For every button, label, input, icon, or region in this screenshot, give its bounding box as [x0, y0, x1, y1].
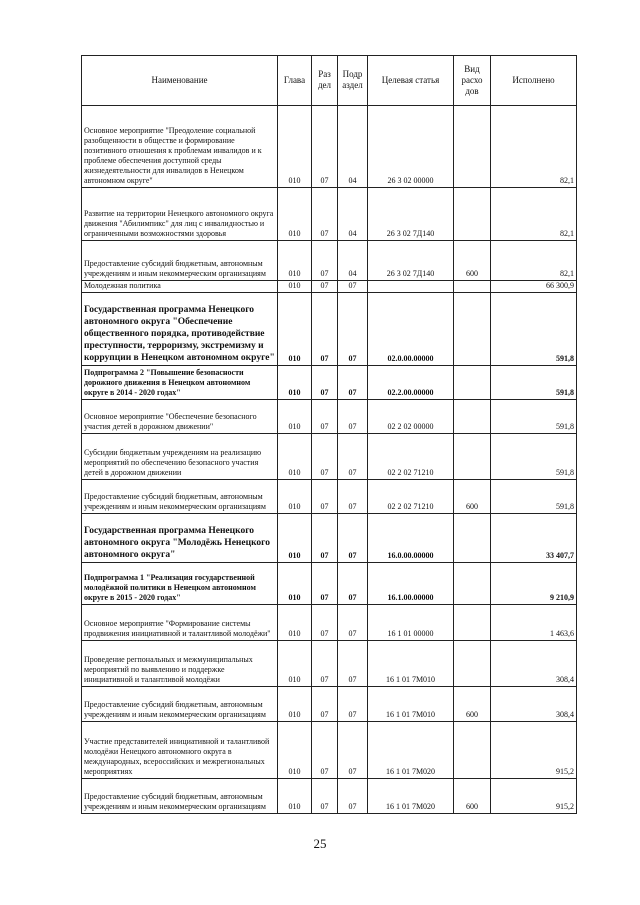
- cell-glava: 010: [278, 779, 312, 814]
- cell-name: Основное мероприятие "Обеспечение безопасного участия детей в дорожном движении": [82, 400, 278, 434]
- cell-vid: [454, 434, 491, 480]
- cell-amount: 591,8: [491, 366, 577, 400]
- cell-name: Молодежная политика: [82, 281, 278, 293]
- cell-glava: 010: [278, 188, 312, 241]
- header-vid: Вид расхо дов: [454, 56, 491, 106]
- table-row: [82, 293, 577, 366]
- cell-statya: 16.1.00.00000: [368, 563, 454, 605]
- table-row: [82, 514, 577, 563]
- cell-glava: 010: [278, 722, 312, 779]
- cell-podrazdel: 04: [338, 241, 368, 281]
- cell-podrazdel: 04: [338, 106, 368, 188]
- table-row: [82, 106, 577, 188]
- cell-vid: 600: [454, 241, 491, 281]
- cell-statya: 16 1 01 7М020: [368, 779, 454, 814]
- cell-razdel: 07: [312, 293, 338, 366]
- cell-vid: 600: [454, 779, 491, 814]
- cell-amount: 82,1: [491, 106, 577, 188]
- cell-podrazdel: 07: [338, 563, 368, 605]
- table-row: [82, 563, 577, 605]
- cell-podrazdel: 07: [338, 480, 368, 514]
- cell-name: Основное мероприятие "Преодоление социальной разобщенности в обществе и формирование позитивного отношения к проблемам инвалидов и к проблеме обеспечения доступной среды жизнедеятельности для инвалидов в Ненецком автономном округе": [82, 106, 278, 188]
- table-header-row: [82, 56, 577, 106]
- cell-vid: 600: [454, 480, 491, 514]
- table-row: [82, 722, 577, 779]
- header-amount: Исполнено: [491, 56, 577, 106]
- cell-amount: 308,4: [491, 687, 577, 722]
- cell-statya: 02 2 02 71210: [368, 480, 454, 514]
- cell-podrazdel: 07: [338, 434, 368, 480]
- cell-glava: 010: [278, 241, 312, 281]
- cell-vid: [454, 514, 491, 563]
- cell-razdel: 07: [312, 605, 338, 641]
- cell-vid: [454, 722, 491, 779]
- cell-glava: 010: [278, 605, 312, 641]
- table-row: [82, 605, 577, 641]
- cell-name: Подпрограмма 2 "Повышение безопасности дорожного движения в Ненецком автономном округе в 2014 - 2020 годах": [82, 366, 278, 400]
- cell-amount: 591,8: [491, 400, 577, 434]
- cell-name: Подпрограмма 1 "Реализация государственной молодёжной политики в Ненецком автономном округе в 2015 - 2020 годах": [82, 563, 278, 605]
- cell-name: Государственная программа Ненецкого автономного округа "Обеспечение общественного порядка, противодействие преступности, терроризму, экстремизму и коррупции в Ненецком автономном округе": [82, 293, 278, 366]
- header-glava: Глава: [278, 56, 312, 106]
- cell-name: Развитие на территории Ненецкого автономного округа движения "Абилимпикс" для лиц с инвалидностью и ограниченными возможностями здоровья: [82, 188, 278, 241]
- cell-amount: 82,1: [491, 188, 577, 241]
- cell-vid: [454, 605, 491, 641]
- table-row: [82, 241, 577, 281]
- cell-statya: 02.0.00.00000: [368, 293, 454, 366]
- cell-amount: 308,4: [491, 641, 577, 687]
- cell-podrazdel: 07: [338, 605, 368, 641]
- cell-glava: 010: [278, 366, 312, 400]
- cell-vid: [454, 563, 491, 605]
- cell-name: Субсидии бюджетным учреждениям на реализацию мероприятий по обеспечению безопасного участия детей в дорожном движении: [82, 434, 278, 480]
- cell-statya: 26 3 02 7Д140: [368, 188, 454, 241]
- table-row: [82, 366, 577, 400]
- cell-podrazdel: 07: [338, 366, 368, 400]
- cell-razdel: 07: [312, 779, 338, 814]
- table-row: [82, 400, 577, 434]
- cell-glava: 010: [278, 106, 312, 188]
- table-row: [82, 779, 577, 814]
- cell-statya: 02 2 02 71210: [368, 434, 454, 480]
- cell-vid: [454, 641, 491, 687]
- cell-amount: 82,1: [491, 241, 577, 281]
- cell-amount: 591,8: [491, 293, 577, 366]
- budget-table: [81, 55, 577, 814]
- cell-razdel: 07: [312, 687, 338, 722]
- cell-glava: 010: [278, 480, 312, 514]
- cell-glava: 010: [278, 400, 312, 434]
- cell-vid: [454, 188, 491, 241]
- cell-razdel: 07: [312, 563, 338, 605]
- cell-razdel: 07: [312, 106, 338, 188]
- cell-statya: 16.0.00.00000: [368, 514, 454, 563]
- cell-glava: 010: [278, 641, 312, 687]
- cell-name: Предоставление субсидий бюджетным, автономным учреждениям и иным некоммерческим организациям: [82, 779, 278, 814]
- cell-statya: 16 1 01 7М010: [368, 641, 454, 687]
- cell-name: Предоставление субсидий бюджетным, автономным учреждениям и иным некоммерческим организациям: [82, 480, 278, 514]
- cell-podrazdel: 04: [338, 188, 368, 241]
- cell-razdel: 07: [312, 188, 338, 241]
- cell-amount: 591,8: [491, 480, 577, 514]
- cell-razdel: 07: [312, 722, 338, 779]
- cell-razdel: 07: [312, 434, 338, 480]
- cell-podrazdel: 07: [338, 641, 368, 687]
- cell-podrazdel: 07: [338, 293, 368, 366]
- cell-podrazdel: 07: [338, 400, 368, 434]
- cell-name: Предоставление субсидий бюджетным, автономным учреждениям и иным некоммерческим организациям: [82, 687, 278, 722]
- cell-name: Участие представителей инициативной и талантливой молодёжи Ненецкого автономного округа в международных, всероссийских и межрегиональных мероприятиях: [82, 722, 278, 779]
- cell-amount: 66 300,9: [491, 281, 577, 293]
- cell-statya: 16 1 01 7М010: [368, 687, 454, 722]
- cell-vid: [454, 366, 491, 400]
- cell-glava: 010: [278, 563, 312, 605]
- cell-vid: [454, 281, 491, 293]
- cell-amount: 591,8: [491, 434, 577, 480]
- cell-name: Предоставление субсидий бюджетным, автономным учреждениям и иным некоммерческим организациям: [82, 241, 278, 281]
- cell-razdel: 07: [312, 281, 338, 293]
- cell-razdel: 07: [312, 641, 338, 687]
- header-podrazdel: Подр аздел: [338, 56, 368, 106]
- cell-statya: 26 3 02 00000: [368, 106, 454, 188]
- cell-statya: 02.2.00.00000: [368, 366, 454, 400]
- cell-vid: [454, 293, 491, 366]
- cell-vid: [454, 106, 491, 188]
- cell-amount: 33 407,7: [491, 514, 577, 563]
- table-row: [82, 281, 577, 293]
- page-number: 25: [313, 836, 327, 851]
- table-row: [82, 641, 577, 687]
- cell-statya: 16 1 01 7М020: [368, 722, 454, 779]
- cell-amount: 9 210,9: [491, 563, 577, 605]
- cell-amount: 915,2: [491, 779, 577, 814]
- cell-statya: 26 3 02 7Д140: [368, 241, 454, 281]
- cell-statya: 16 1 01 00000: [368, 605, 454, 641]
- table-row: [82, 434, 577, 480]
- cell-glava: 010: [278, 281, 312, 293]
- cell-podrazdel: 07: [338, 779, 368, 814]
- table-row: [82, 188, 577, 241]
- cell-statya: [368, 281, 454, 293]
- cell-podrazdel: 07: [338, 281, 368, 293]
- cell-razdel: 07: [312, 514, 338, 563]
- cell-vid: [454, 400, 491, 434]
- cell-name: Проведение регпональных и межмуниципальных мероприятий по выявлению и поддержке инициативной и талантливой молодёжи: [82, 641, 278, 687]
- cell-amount: 915,2: [491, 722, 577, 779]
- cell-podrazdel: 07: [338, 687, 368, 722]
- cell-razdel: 07: [312, 480, 338, 514]
- header-name: Наименование: [82, 56, 278, 106]
- table-row: [82, 687, 577, 722]
- cell-name: Государственная программа Ненецкого автономного округа "Молодёжь Ненецкого автономного округа": [82, 514, 278, 563]
- cell-vid: 600: [454, 687, 491, 722]
- header-statya: Целевая статья: [368, 56, 454, 106]
- cell-razdel: 07: [312, 241, 338, 281]
- cell-glava: 010: [278, 687, 312, 722]
- cell-statya: 02 2 02 00000: [368, 400, 454, 434]
- cell-podrazdel: 07: [338, 722, 368, 779]
- cell-razdel: 07: [312, 400, 338, 434]
- cell-amount: 1 463,6: [491, 605, 577, 641]
- cell-razdel: 07: [312, 366, 338, 400]
- cell-glava: 010: [278, 514, 312, 563]
- cell-glava: 010: [278, 293, 312, 366]
- header-razdel: Раз дел: [312, 56, 338, 106]
- table-row: [82, 480, 577, 514]
- cell-podrazdel: 07: [338, 514, 368, 563]
- cell-glava: 010: [278, 434, 312, 480]
- cell-name: Основное мероприятие "Формирование системы продвижения инициативной и талантливой молодёжи": [82, 605, 278, 641]
